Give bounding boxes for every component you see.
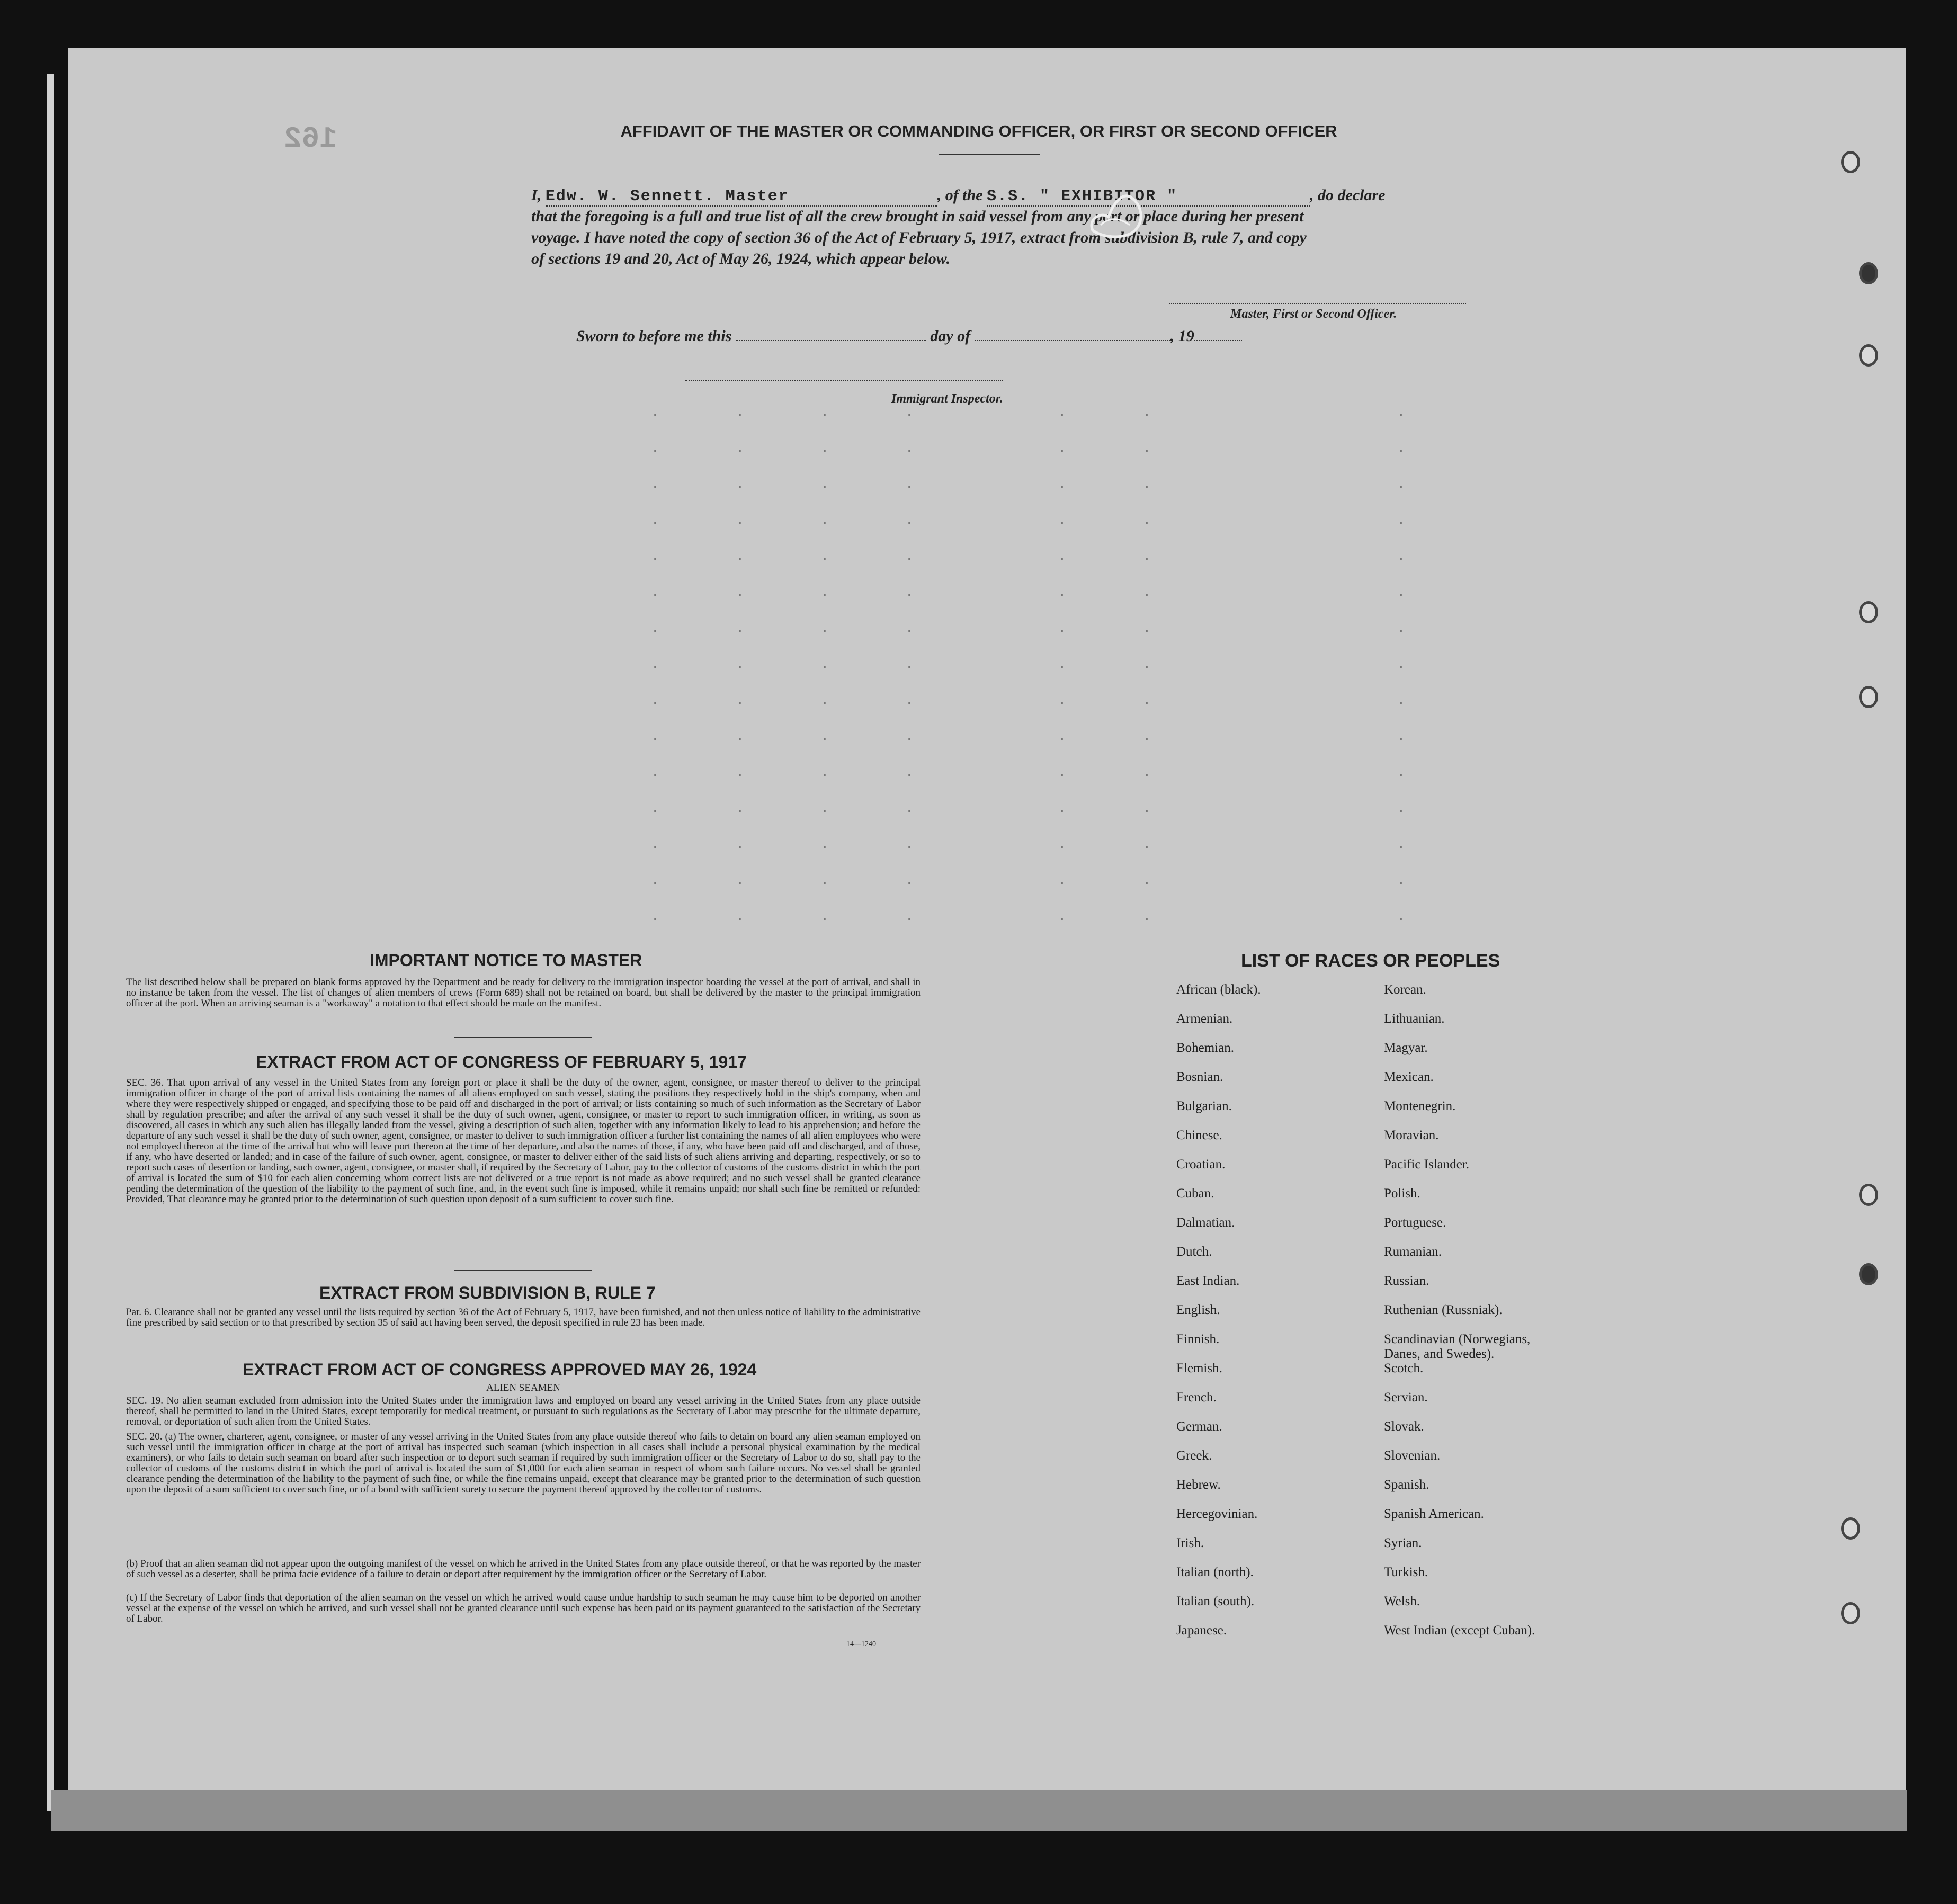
race-item: Flemish. [1176, 1361, 1222, 1375]
race-item: Mexican. [1384, 1070, 1434, 1084]
race-item: Moravian. [1384, 1128, 1439, 1142]
race-item: Armenian. [1176, 1012, 1233, 1026]
sworn-line: Sworn to before me this day of , 19 [576, 327, 1242, 345]
race-item: Montenegrin. [1384, 1099, 1456, 1113]
signature-line [1169, 303, 1466, 304]
race-item: Portuguese. [1384, 1215, 1446, 1230]
race-item: Syrian. [1384, 1536, 1422, 1550]
punch-hole [1859, 1184, 1878, 1206]
affidavit-line-4: of sections 19 and 20, Act of May 26, 1924, which appear below. [531, 250, 951, 267]
race-item: Irish. [1176, 1536, 1204, 1550]
signature-label: Master, First or Second Officer. [1230, 307, 1397, 321]
race-item: Cuban. [1176, 1186, 1214, 1201]
punch-hole [1841, 1602, 1860, 1624]
race-item: Turkish. [1384, 1565, 1428, 1579]
races-list-right [1384, 982, 1564, 1652]
races-title: LIST OF RACES OR PEOPLES [1241, 951, 1500, 971]
affidavit-line-2: that the foregoing is a full and true list of all the crew brought in said vessel from any port or place during her present [531, 208, 1304, 225]
race-item: African (black). [1176, 982, 1261, 997]
affidavit-line-1: I, Edw. W. Sennett. Master , of the S.S. " EXHIBITOR " , do declare [531, 186, 1386, 205]
races-list-left [1176, 982, 1261, 1652]
divider [454, 1037, 592, 1038]
race-item: Chinese. [1176, 1128, 1222, 1142]
race-item: Croatian. [1176, 1157, 1226, 1172]
race-item: Spanish. [1384, 1478, 1429, 1492]
race-item: Dutch. [1176, 1245, 1212, 1259]
page-edge [47, 74, 54, 1811]
page-bottom-edge [51, 1790, 1907, 1831]
seal-stamp [1082, 180, 1151, 244]
affidavit-line-3: voyage. I have noted the copy of section 36 of the Act of February 5, 1917, extract from subdivision B, rule 7, and copy [531, 229, 1307, 246]
punch-hole [1859, 686, 1878, 708]
subdivision-text: Par. 6. Clearance shall not be granted any vessel until the lists required by section 36 of the Act of February 5, 1917, have been furnished, and not then unless notice of liability to the administrative fine prescribed by said section or to that prescribed by section 35 of said act having been served, the deposit specified in rule 23 has been made. [126, 1307, 921, 1328]
race-item: English. [1176, 1303, 1220, 1317]
race-item: East Indian. [1176, 1274, 1240, 1288]
bleed-through-marks: . . . . . . . . . . . . . . . . . . . . . . . . . . . . . . . . . . . . . . . . . . . . . . . . . . . . . . . . . . . . . . . . . . . . . . . . . . . . . . . . . . . . . . . . . . . . . . . . . . . . . . . . . [650, 404, 1414, 926]
notice-title: IMPORTANT NOTICE TO MASTER [370, 951, 642, 970]
race-item: Bosnian. [1176, 1070, 1223, 1084]
affidavit-title: AFFIDAVIT OF THE MASTER OR COMMANDING OFFICER, OR FIRST OR SECOND OFFICER [620, 122, 1337, 140]
race-item: Pacific Islander. [1384, 1157, 1470, 1172]
race-item: Welsh. [1384, 1594, 1420, 1608]
inspector-label: Immigrant Inspector. [891, 392, 1003, 406]
extract-1924-subtitle: ALIEN SEAMEN [486, 1382, 560, 1393]
subdivision-title: EXTRACT FROM SUBDIVISION B, RULE 7 [319, 1283, 656, 1302]
race-item: Spanish American. [1384, 1507, 1484, 1521]
race-item: Lithuanian. [1384, 1012, 1445, 1026]
extract-1924-sec19: SEC. 19. No alien seaman excluded from admission into the United States under the immigration laws and employed on board any vessel arriving in the United States from any place outside thereof, shall be permitted to land in the United States, except temporarily for medical treatment, or pursuant to such regulations as the Secretary of Labor may prescribe for the ultimate departure, removal, or deportation of such alien from the United States. [126, 1395, 921, 1427]
punch-hole [1859, 344, 1878, 367]
punch-hole [1859, 1263, 1878, 1285]
race-item: Scandinavian (Norwegians, Danes, and Swedes). [1384, 1332, 1531, 1361]
inspector-signature-line [685, 380, 1003, 381]
extract-1917-text: SEC. 36. That upon arrival of any vessel in the United States from any foreign port or place it shall be the duty of the owner, agent, consignee, or master thereof to deliver to the principal immigration officer in charge of the port of arrival lists containing the names of all aliens employed on such vessel, stating the positions they respectively hold in the ship's company, when and where they were respectively shipped or engaged, and specifying those to be paid off and discharged in the port of arrival; or lists containing so much of such information as the Secretary of Labor shall by regulation prescribe; and after the arrival of any such vessel it shall be the duty of such owner, agent, consignee, or master to report to such immigration officer, in writing, as soon as discovered, all cases in which any such alien has illegally landed from the vessel, giving a description of such alien, together with any information likely to lead to his apprehension; and before the departure of any such vessel it shall be the duty of such owner, agent, consignee, or master to deliver to such immigration officer a further list containing the names of all alien employees who were not employed thereon at the time of the arrival but who will leave port thereon at the time of her departure, and also the names of those, if any, who have been paid off and discharged, and of those, if any, who have deserted or landed; and in case of the failure of such owner, agent, consignee, or master to deliver either of the said lists of such aliens arriving and departing, respectively, or so to report such cases of desertion or landing, such owner, agent, consignee, or master shall, if required by the Secretary of Labor, pay to the collector of customs of the customs district in which the port of arrival is located the sum of $10 for each alien concerning whom correct lists are not delivered or a true report is not made as above required; and no such vessel shall be granted clearance pending the determination of the question of the liability to the payment of such fine, and, in the event such fine is imposed, while it remains unpaid; nor shall such fine be remitted or refunded: Provided, That clearance may be granted prior to the determination of such question upon deposit of a sum sufficient to cover such fine. [126, 1077, 921, 1205]
race-item: Greek. [1176, 1449, 1212, 1463]
race-item: Bulgarian. [1176, 1099, 1232, 1113]
race-item: Hercegovinian. [1176, 1507, 1258, 1521]
divider [454, 1270, 592, 1271]
punch-hole [1841, 1517, 1860, 1540]
race-item: Russian. [1384, 1274, 1429, 1288]
master-name: Edw. W. Sennett. Master [545, 187, 789, 205]
race-item: Hebrew. [1176, 1478, 1221, 1492]
extract-1924-sec20b: (b) Proof that an alien seaman did not appear upon the outgoing manifest of the vessel on which he arrived in the United States from any place outside thereof, or that he was reported by the master of such vessel as a deserter, shall be prima facie evidence of a failure to detain or deport after requirement by the immigration officer or the Secretary of Labor. [126, 1558, 921, 1580]
race-item: Ruthenian (Russniak). [1384, 1303, 1503, 1317]
race-item: Finnish. [1176, 1332, 1220, 1346]
race-item: Italian (north). [1176, 1565, 1254, 1579]
form-number: 14—1240 [846, 1640, 876, 1648]
race-item: Bohemian. [1176, 1041, 1235, 1055]
punch-hole [1859, 601, 1878, 623]
race-item: Polish. [1384, 1186, 1420, 1201]
race-item: French. [1176, 1390, 1217, 1405]
punch-hole [1841, 151, 1860, 173]
extract-1917-title: EXTRACT FROM ACT OF CONGRESS OF FEBRUARY 5, 1917 [256, 1052, 747, 1071]
race-item: Italian (south). [1176, 1594, 1255, 1608]
race-item: Slovenian. [1384, 1449, 1441, 1463]
extract-1924-title: EXTRACT FROM ACT OF CONGRESS APPROVED MAY 26, 1924 [243, 1360, 757, 1379]
race-item: West Indian (except Cuban). [1384, 1623, 1535, 1638]
notice-text: The list described below shall be prepared on blank forms approved by the Department and be ready for delivery to the immigration inspector boarding the vessel at the port of arrival, and shall in no instance be taken from the vessel. The list of changes of alien members of crews (Form 689) shall not be retained on board, but shall be delivered by the master to the principal immigration officer at the port. When an arriving seaman is a "workaway" a notation to that effect should be made on the manifest. [126, 977, 921, 1009]
race-item: Magyar. [1384, 1041, 1428, 1055]
race-item: Dalmatian. [1176, 1215, 1235, 1230]
extract-1924-sec20c: (c) If the Secretary of Labor finds that deportation of the alien seaman on the vessel on which he arrived would cause undue hardship to such seaman he may cause him to be deported on another vessel at the expense of the vessel on which he arrived, and such vessel shall not be granted clearance until such expense has been paid or its payment guaranteed to the satisfaction of the Secretary of Labor. [126, 1592, 921, 1624]
race-item: Servian. [1384, 1390, 1428, 1405]
race-item: Slovak. [1384, 1419, 1424, 1434]
punch-hole [1859, 262, 1878, 284]
vessel-name: S.S. " EXHIBITOR " [987, 187, 1178, 205]
page-number: 162 [284, 122, 337, 156]
divider [939, 154, 1040, 155]
race-item: Japanese. [1176, 1623, 1227, 1638]
race-item: Korean. [1384, 982, 1426, 997]
race-item: Scotch. [1384, 1361, 1424, 1375]
race-item: German. [1176, 1419, 1222, 1434]
race-item: Rumanian. [1384, 1245, 1442, 1259]
extract-1924-sec20a: SEC. 20. (a) The owner, charterer, agent, consignee, or master of any vessel arriving in the United States from any place outside thereof who fails to detain on board any alien seaman employed on such vessel until the immigration officer in charge at the port of arrival has inspected such seaman (which inspection in all cases shall include a personal physical examination by the medical examiners), or who fails to detain such seaman on board after such inspection or to deport such seaman if required by such immigration officer or the Secretary of Labor to do so, shall pay to the collector of customs of the customs district in which the port of arrival is located the sum of $1,000 for each alien seaman in respect of whom such failure occurs. No vessel shall be granted clearance pending the determination of the liability to the payment of such fine, or while the fine remains unpaid, except that clearance may be granted prior to the determination of such question upon the deposit of a sum sufficient to cover such fine, or of a bond with sufficient surety to secure the payment thereof approved by the collector of customs. [126, 1431, 921, 1495]
document-page [68, 48, 1906, 1795]
